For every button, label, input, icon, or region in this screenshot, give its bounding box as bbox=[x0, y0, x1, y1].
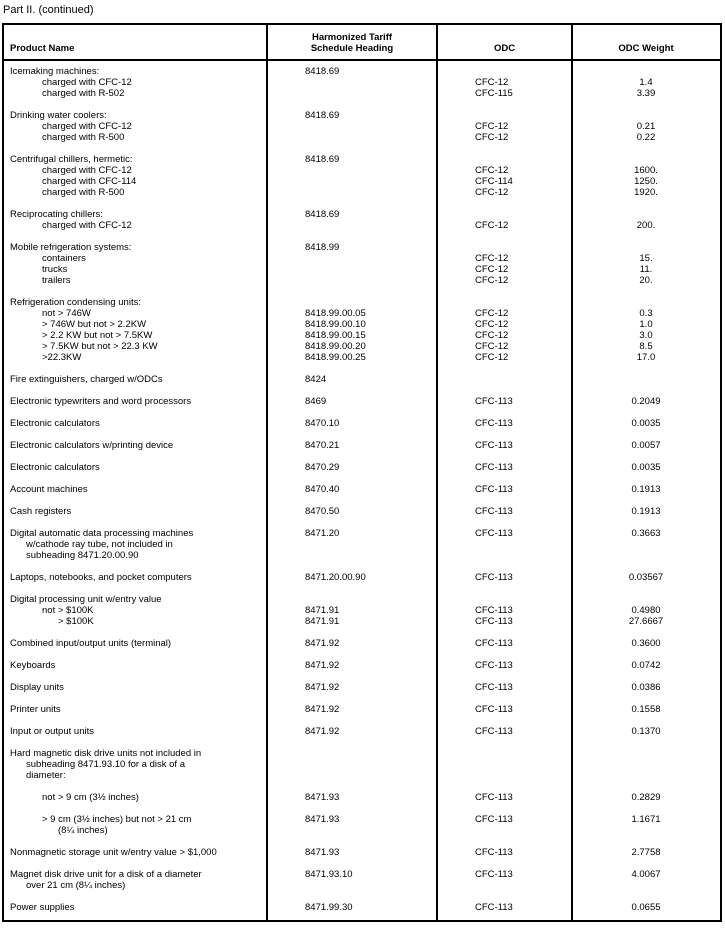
table-group bbox=[4, 484, 720, 495]
hts-cell bbox=[267, 594, 437, 605]
table-row bbox=[4, 748, 720, 759]
odc-weight-cell: 0.03567 bbox=[628, 572, 664, 583]
odc-weight-cell bbox=[572, 594, 720, 605]
odc-weight-cell bbox=[572, 759, 720, 770]
product-cell: charged with CFC-12 bbox=[42, 165, 132, 176]
table-row bbox=[4, 374, 720, 385]
odc-weight-cell bbox=[572, 770, 720, 781]
table-group bbox=[4, 748, 720, 781]
table-row bbox=[4, 539, 720, 550]
product-cell: Electronic calculators w/printing device bbox=[10, 440, 174, 451]
product-cell: charged with CFC-12 bbox=[42, 121, 132, 132]
product-cell: Electronic calculators bbox=[10, 462, 100, 473]
hts-cell: 8418.99.00.10 bbox=[305, 319, 366, 330]
product-cell: Combined input/output units (terminal) bbox=[10, 638, 172, 649]
product-cell: charged with R-502 bbox=[42, 88, 125, 99]
odc-weight-cell: 0.21 bbox=[636, 121, 656, 132]
odc-weight-cell bbox=[572, 242, 720, 253]
hts-cell: 8471.92 bbox=[305, 704, 340, 715]
odc-weight-cell: 1600. bbox=[634, 165, 658, 176]
table-row bbox=[4, 121, 720, 132]
odc-weight-cell: 0.0742 bbox=[631, 660, 661, 671]
table-row bbox=[4, 165, 720, 176]
product-cell: > 746W but not > 2.2KW bbox=[42, 319, 147, 330]
product-cell: Laptops, notebooks, and pocket computers bbox=[10, 572, 192, 583]
product-cell: >22.3KW bbox=[42, 352, 82, 363]
product-cell: Nonmagnetic storage unit w/entry value > $1,000 bbox=[10, 847, 217, 858]
odc-cell: CFC-113 bbox=[475, 616, 513, 627]
table-row bbox=[4, 462, 720, 473]
hts-cell: 8471.93 bbox=[305, 847, 340, 858]
product-cell: Input or output units bbox=[10, 726, 94, 737]
table-row bbox=[4, 264, 720, 275]
odc-weight-cell: 0.3663 bbox=[631, 528, 661, 539]
hts-cell: 8471.92 bbox=[305, 726, 340, 737]
table-group bbox=[4, 154, 720, 198]
table-row bbox=[4, 176, 720, 187]
odc-weight-cell: 27.6667 bbox=[628, 616, 664, 627]
product-cell: Printer units bbox=[10, 704, 61, 715]
hts-cell bbox=[267, 187, 437, 198]
odc-weight-cell bbox=[572, 209, 720, 220]
hts-cell bbox=[267, 132, 437, 143]
odc-cell: CFC-113 bbox=[475, 682, 513, 693]
hts-cell bbox=[267, 264, 437, 275]
odc-cell bbox=[437, 748, 572, 759]
odc-weight-cell: 15. bbox=[639, 253, 653, 264]
table-row bbox=[4, 759, 720, 770]
odc-cell: CFC-113 bbox=[475, 792, 513, 803]
odc-weight-cell: 0.3600 bbox=[631, 638, 661, 649]
table-group bbox=[4, 66, 720, 99]
hts-cell: 8470.10 bbox=[305, 418, 340, 429]
odc-cell: CFC-113 bbox=[475, 572, 513, 583]
header-hts bbox=[267, 25, 437, 59]
product-cell: not > 746W bbox=[42, 308, 91, 319]
product-cell: charged with CFC-12 bbox=[42, 220, 132, 231]
odc-cell: CFC-113 bbox=[475, 638, 513, 649]
product-cell: containers bbox=[42, 253, 86, 264]
odc-weight-cell: 1.0 bbox=[639, 319, 653, 330]
table-row bbox=[4, 319, 720, 330]
product-cell: Digital processing unit w/entry value bbox=[10, 594, 162, 605]
table-group bbox=[4, 242, 720, 286]
hts-cell: 8424 bbox=[305, 374, 327, 385]
product-cell: w/cathode ray tube, not included in bbox=[26, 539, 173, 550]
table-group bbox=[4, 847, 720, 858]
header-hts-line1: Harmonized Tariff bbox=[311, 32, 393, 43]
odc-weight-cell: 20. bbox=[639, 275, 653, 286]
odc-weight-cell: 4.0067 bbox=[631, 869, 661, 880]
table-row bbox=[4, 253, 720, 264]
odc-cell: CFC-12 bbox=[475, 220, 509, 231]
odc-cell: CFC-113 bbox=[475, 814, 513, 825]
hts-cell bbox=[267, 176, 437, 187]
table-group bbox=[4, 462, 720, 473]
column-divider bbox=[436, 25, 438, 920]
odc-weight-cell: 0.0386 bbox=[631, 682, 661, 693]
odc-weight-cell bbox=[572, 297, 720, 308]
table-row bbox=[4, 704, 720, 715]
odc-cell: CFC-113 bbox=[475, 462, 513, 473]
table-row bbox=[4, 594, 720, 605]
table-row bbox=[4, 880, 720, 891]
table-row bbox=[4, 209, 720, 220]
table-group bbox=[4, 528, 720, 561]
product-cell: Magnet disk drive unit for a disk of a diameter bbox=[10, 869, 202, 880]
odc-cell: CFC-113 bbox=[475, 418, 513, 429]
odc-cell: CFC-113 bbox=[475, 605, 513, 616]
hts-cell: 8471.99.30 bbox=[305, 902, 353, 913]
table-group bbox=[4, 418, 720, 429]
hts-cell: 8471.93 bbox=[305, 814, 340, 825]
header-product-name-label: Product Name bbox=[10, 43, 75, 54]
table-row bbox=[4, 88, 720, 99]
product-cell: charged with R-500 bbox=[42, 187, 125, 198]
product-cell: charged with CFC-114 bbox=[42, 176, 137, 187]
odc-cell bbox=[437, 110, 572, 121]
table-row bbox=[4, 550, 720, 561]
table-row bbox=[4, 396, 720, 407]
column-divider bbox=[266, 25, 268, 920]
table-group bbox=[4, 704, 720, 715]
odc-weight-cell: 17.0 bbox=[636, 352, 656, 363]
page-title: Part II. (continued) bbox=[3, 4, 94, 16]
odc-cell: CFC-12 bbox=[475, 187, 509, 198]
odc-cell: CFC-113 bbox=[475, 528, 513, 539]
product-cell: Display units bbox=[10, 682, 64, 693]
hts-cell: 8418.69 bbox=[305, 209, 340, 220]
odc-cell: CFC-12 bbox=[475, 77, 509, 88]
odc-weight-cell: 0.0655 bbox=[631, 902, 661, 913]
product-cell: over 21 cm (8¼ inches) bbox=[26, 880, 126, 891]
table-group bbox=[4, 209, 720, 231]
table-row bbox=[4, 825, 720, 836]
odc-weight-cell: 1.1671 bbox=[631, 814, 661, 825]
hts-cell bbox=[267, 825, 437, 836]
hts-cell: 8470.21 bbox=[305, 440, 340, 451]
header-hts-line2: Schedule Heading bbox=[310, 43, 394, 54]
hts-cell bbox=[267, 77, 437, 88]
table-group bbox=[4, 396, 720, 407]
odc-weight-cell: 8.5 bbox=[639, 341, 653, 352]
product-cell: Electronic typewriters and word processors bbox=[10, 396, 192, 407]
odc-weight-cell bbox=[572, 539, 720, 550]
odc-cell bbox=[437, 880, 572, 891]
table-row bbox=[4, 418, 720, 429]
hts-cell: 8471.93 bbox=[305, 792, 340, 803]
product-cell: Fire extinguishers, charged w/ODCs bbox=[10, 374, 163, 385]
table-group bbox=[4, 297, 720, 363]
hts-cell: 8470.29 bbox=[305, 462, 340, 473]
table-row bbox=[4, 77, 720, 88]
table-row bbox=[4, 682, 720, 693]
odc-weight-cell: 0.1913 bbox=[631, 506, 661, 517]
odc-cell: CFC-113 bbox=[475, 506, 513, 517]
odc-cell: CFC-12 bbox=[475, 121, 509, 132]
product-cell: Cash registers bbox=[10, 506, 72, 517]
odc-weight-cell: 0.4980 bbox=[631, 605, 661, 616]
table-row bbox=[4, 110, 720, 121]
hts-cell bbox=[267, 165, 437, 176]
table-group bbox=[4, 814, 720, 836]
table-row bbox=[4, 330, 720, 341]
table-row bbox=[4, 297, 720, 308]
product-cell: Drinking water coolers: bbox=[10, 110, 107, 121]
product-cell: Icemaking machines: bbox=[10, 66, 100, 77]
table-row bbox=[4, 638, 720, 649]
hts-cell bbox=[267, 550, 437, 561]
table-row bbox=[4, 902, 720, 913]
tariff-table bbox=[2, 23, 722, 922]
hts-cell bbox=[267, 748, 437, 759]
odc-weight-cell: 2.7758 bbox=[631, 847, 661, 858]
hts-cell: 8418.99.00.15 bbox=[305, 330, 366, 341]
table-row bbox=[4, 341, 720, 352]
odc-cell: CFC-12 bbox=[475, 264, 509, 275]
product-cell: not > $100K bbox=[42, 605, 94, 616]
odc-cell: CFC-12 bbox=[475, 330, 509, 341]
table-row bbox=[4, 308, 720, 319]
product-cell: Account machines bbox=[10, 484, 88, 495]
header-odc bbox=[437, 25, 572, 59]
table-group bbox=[4, 440, 720, 451]
odc-cell: CFC-12 bbox=[475, 341, 509, 352]
product-cell: Reciprocating chillers: bbox=[10, 209, 103, 220]
odc-weight-cell: 0.1913 bbox=[631, 484, 661, 495]
odc-cell bbox=[437, 154, 572, 165]
table-group bbox=[4, 869, 720, 891]
odc-weight-cell: 0.0057 bbox=[631, 440, 661, 451]
odc-weight-cell: 1.4 bbox=[639, 77, 653, 88]
table-row bbox=[4, 528, 720, 539]
hts-cell: 8471.92 bbox=[305, 682, 340, 693]
odc-cell: CFC-12 bbox=[475, 253, 509, 264]
product-cell: subheading 8471.93.10 for a disk of a bbox=[26, 759, 185, 770]
odc-weight-cell: 0.1558 bbox=[631, 704, 661, 715]
product-cell: not > 9 cm (3½ inches) bbox=[42, 792, 139, 803]
odc-cell: CFC-113 bbox=[475, 660, 513, 671]
table-body bbox=[4, 61, 720, 920]
hts-cell bbox=[267, 759, 437, 770]
odc-weight-cell: 200. bbox=[636, 220, 656, 231]
odc-cell bbox=[437, 66, 572, 77]
odc-cell bbox=[437, 550, 572, 561]
hts-cell: 8470.40 bbox=[305, 484, 340, 495]
table-row bbox=[4, 616, 720, 627]
table-group bbox=[4, 594, 720, 627]
hts-cell: 8471.92 bbox=[305, 660, 340, 671]
table-row bbox=[4, 220, 720, 231]
product-cell: Centrifugal chillers, hermetic: bbox=[10, 154, 133, 165]
product-cell: trailers bbox=[42, 275, 71, 286]
product-cell: Electronic calculators bbox=[10, 418, 100, 429]
hts-cell: 8470.50 bbox=[305, 506, 340, 517]
hts-cell: 8471.91 bbox=[305, 605, 340, 616]
table-row bbox=[4, 440, 720, 451]
table-row bbox=[4, 770, 720, 781]
odc-weight-cell: 0.1370 bbox=[631, 726, 661, 737]
odc-cell: CFC-12 bbox=[475, 319, 509, 330]
product-cell: (8¼ inches) bbox=[58, 825, 108, 836]
odc-cell bbox=[437, 770, 572, 781]
table-group bbox=[4, 682, 720, 693]
table-row bbox=[4, 814, 720, 825]
table-row bbox=[4, 792, 720, 803]
table-row bbox=[4, 572, 720, 583]
table-group bbox=[4, 638, 720, 649]
table-header-row bbox=[4, 25, 720, 61]
odc-weight-cell: 0.0035 bbox=[631, 462, 661, 473]
hts-cell bbox=[267, 88, 437, 99]
header-odc-label: ODC bbox=[493, 43, 516, 54]
odc-cell: CFC-113 bbox=[475, 847, 513, 858]
column-divider bbox=[571, 25, 573, 920]
product-cell: Mobile refrigeration systems: bbox=[10, 242, 132, 253]
odc-weight-cell: 1920. bbox=[634, 187, 658, 198]
odc-cell: CFC-12 bbox=[475, 352, 509, 363]
product-cell: > 9 cm (3½ inches) but not > 21 cm bbox=[42, 814, 192, 825]
table-row bbox=[4, 275, 720, 286]
product-cell: diameter: bbox=[26, 770, 66, 781]
odc-cell: CFC-113 bbox=[475, 726, 513, 737]
table-row bbox=[4, 605, 720, 616]
hts-cell: 8418.99.00.05 bbox=[305, 308, 366, 319]
odc-cell: CFC-12 bbox=[475, 165, 509, 176]
hts-cell: 8418.69 bbox=[305, 66, 340, 77]
odc-cell: CFC-12 bbox=[475, 308, 509, 319]
odc-cell bbox=[437, 759, 572, 770]
table-group bbox=[4, 726, 720, 737]
odc-weight-cell: 3.0 bbox=[639, 330, 653, 341]
table-group bbox=[4, 792, 720, 803]
hts-cell bbox=[267, 220, 437, 231]
hts-cell: 8418.99 bbox=[305, 242, 340, 253]
table-row bbox=[4, 187, 720, 198]
hts-cell: 8471.91 bbox=[305, 616, 340, 627]
odc-cell: CFC-113 bbox=[475, 869, 513, 880]
table-row bbox=[4, 154, 720, 165]
header-odc-weight bbox=[572, 25, 720, 59]
hts-cell bbox=[267, 253, 437, 264]
odc-cell bbox=[437, 594, 572, 605]
product-cell: > 7.5KW but not > 22.3 KW bbox=[42, 341, 158, 352]
product-cell: Hard magnetic disk drive units not included in bbox=[10, 748, 202, 759]
hts-cell: 8471.20.00.90 bbox=[305, 572, 366, 583]
header-odc-weight-label: ODC Weight bbox=[618, 43, 674, 54]
table-row bbox=[4, 726, 720, 737]
table-row bbox=[4, 506, 720, 517]
table-row bbox=[4, 869, 720, 880]
table-group bbox=[4, 506, 720, 517]
odc-cell bbox=[437, 209, 572, 220]
table-group bbox=[4, 902, 720, 913]
hts-cell: 8471.92 bbox=[305, 638, 340, 649]
product-cell: > $100K bbox=[58, 616, 94, 627]
hts-cell bbox=[267, 297, 437, 308]
odc-cell: CFC-12 bbox=[475, 132, 509, 143]
odc-cell bbox=[437, 825, 572, 836]
product-cell: Refrigeration condensing units: bbox=[10, 297, 141, 308]
hts-cell bbox=[267, 275, 437, 286]
product-cell: Power supplies bbox=[10, 902, 75, 913]
hts-cell: 8418.69 bbox=[305, 110, 340, 121]
odc-cell: CFC-113 bbox=[475, 704, 513, 715]
product-cell: charged with R-500 bbox=[42, 132, 125, 143]
odc-weight-cell: 3.39 bbox=[636, 88, 656, 99]
odc-weight-cell bbox=[572, 825, 720, 836]
table-row bbox=[4, 242, 720, 253]
hts-cell: 8471.20 bbox=[305, 528, 340, 539]
hts-cell bbox=[267, 770, 437, 781]
odc-weight-cell: 11. bbox=[639, 264, 653, 275]
product-cell: charged with CFC-12 bbox=[42, 77, 132, 88]
table-row bbox=[4, 66, 720, 77]
hts-cell bbox=[267, 121, 437, 132]
odc-cell: CFC-12 bbox=[475, 275, 509, 286]
table-group bbox=[4, 110, 720, 143]
odc-cell: CFC-113 bbox=[475, 484, 513, 495]
odc-cell: CFC-114 bbox=[475, 176, 513, 187]
product-cell: > 2.2 KW but not > 7.5KW bbox=[42, 330, 153, 341]
table-row bbox=[4, 484, 720, 495]
table-row bbox=[4, 352, 720, 363]
odc-weight-cell: 0.0035 bbox=[631, 418, 661, 429]
odc-cell bbox=[437, 297, 572, 308]
table-row bbox=[4, 847, 720, 858]
hts-cell bbox=[267, 539, 437, 550]
product-cell: subheading 8471.20.00.90 bbox=[26, 550, 139, 561]
header-product-name bbox=[4, 25, 267, 59]
odc-weight-cell bbox=[572, 374, 720, 385]
hts-cell: 8418.99.00.25 bbox=[305, 352, 366, 363]
product-cell: trucks bbox=[42, 264, 68, 275]
odc-weight-cell bbox=[572, 880, 720, 891]
product-cell: Digital automatic data processing machines bbox=[10, 528, 194, 539]
odc-weight-cell bbox=[572, 110, 720, 121]
table-row bbox=[4, 660, 720, 671]
product-cell: Keyboards bbox=[10, 660, 56, 671]
odc-weight-cell: 0.2829 bbox=[631, 792, 661, 803]
table-group bbox=[4, 660, 720, 671]
odc-cell bbox=[437, 242, 572, 253]
odc-cell bbox=[437, 374, 572, 385]
hts-cell: 8471.93.10 bbox=[305, 869, 353, 880]
odc-weight-cell: 0.2049 bbox=[631, 396, 661, 407]
hts-cell bbox=[267, 880, 437, 891]
odc-cell: CFC-113 bbox=[475, 396, 513, 407]
odc-cell: CFC-113 bbox=[475, 440, 513, 451]
odc-weight-cell: 1250. bbox=[634, 176, 658, 187]
odc-weight-cell bbox=[572, 550, 720, 561]
odc-cell: CFC-113 bbox=[475, 902, 513, 913]
odc-cell bbox=[437, 539, 572, 550]
odc-weight-cell: 0.3 bbox=[639, 308, 653, 319]
odc-cell: CFC-115 bbox=[475, 88, 513, 99]
odc-weight-cell: 0.22 bbox=[636, 132, 656, 143]
hts-cell: 8469 bbox=[305, 396, 327, 407]
table-row bbox=[4, 132, 720, 143]
table-group bbox=[4, 572, 720, 583]
hts-cell: 8418.99.00.20 bbox=[305, 341, 366, 352]
odc-weight-cell bbox=[572, 154, 720, 165]
table-group bbox=[4, 374, 720, 385]
odc-weight-cell bbox=[572, 748, 720, 759]
odc-weight-cell bbox=[572, 66, 720, 77]
hts-cell: 8418.69 bbox=[305, 154, 340, 165]
